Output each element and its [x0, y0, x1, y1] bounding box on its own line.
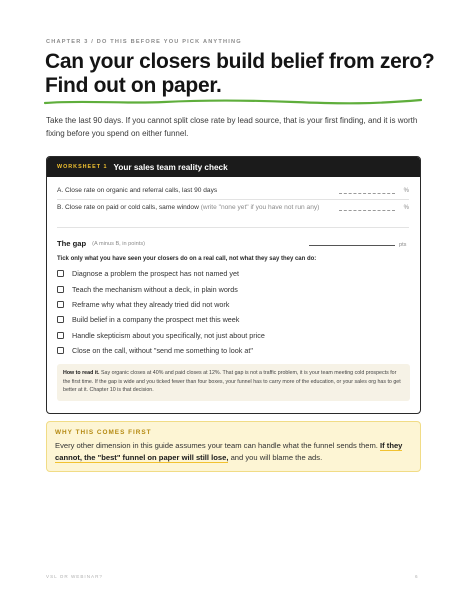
worksheet-header [47, 157, 420, 177]
checkbox[interactable] [57, 286, 64, 293]
gap-row [57, 239, 409, 248]
callout-text-after: and you will blame the ads. [230, 453, 323, 462]
checklist-label: Reframe why what they already tried did not work [72, 299, 230, 309]
howto-label: How to read it. [63, 370, 100, 376]
callout-text [55, 440, 412, 464]
row-divider [57, 227, 409, 228]
callout-text-before: Every other dimension in this guide assumes your team can handle what the funnel sends them. [55, 441, 378, 450]
checklist-intro: Tick only what you have seen your closers do on a real call, not what they say they can do: [57, 256, 317, 262]
skills-checklist [57, 266, 397, 358]
worksheet-row-a [57, 186, 409, 196]
page-title: Can your closers build belief from zero? Find out on paper. [45, 50, 435, 97]
checkbox[interactable] [57, 316, 64, 323]
gap-unit: pts [399, 242, 407, 248]
row-question: A. Close rate on organic and referral calls, last 90 days [57, 187, 218, 194]
worksheet-card [46, 156, 421, 414]
fill-blank[interactable] [339, 210, 395, 211]
row-divider [57, 199, 409, 200]
checkbox[interactable] [57, 301, 64, 308]
how-to-read-box [57, 364, 410, 401]
worksheet-tag: WORKSHEET 1 [57, 164, 108, 170]
callout-label: WHY THIS COMES FIRST [55, 429, 152, 436]
checklist-label: Teach the mechanism without a deck, in plain words [72, 284, 238, 294]
checkbox[interactable] [57, 347, 64, 354]
row-hint: (write "none yet" if you have not run any) [200, 204, 320, 211]
checklist-item[interactable] [57, 343, 397, 358]
checklist-label: Diagnose a problem the prospect has not named yet [72, 269, 240, 279]
page-number: 6 [415, 574, 418, 579]
checkbox[interactable] [57, 332, 64, 339]
intro-paragraph: Take the last 90 days. If you cannot split close rate by lead source, that is your first finding, and it is worth fixing before you spend on either funnel. [46, 116, 418, 138]
fill-blank[interactable] [339, 193, 395, 194]
gap-fill-line[interactable] [309, 245, 395, 246]
row-unit: % [403, 188, 409, 194]
checkbox[interactable] [57, 270, 64, 277]
howto-text: Say organic closes at 40% and paid closes at 12%. That gap is not a traffic problem, it is your team meeting cold prospects for the first time. If the gap is wide and you ticked fewer than four boxes, your funnel has to carry more of the education, or your sales org has to get better at it. Chapter 10 is that decision. [63, 370, 401, 394]
checklist-item[interactable] [57, 312, 397, 327]
worksheet-row-b [57, 203, 409, 213]
chapter-eyebrow: CHAPTER 3 / DO THIS BEFORE YOU PICK ANYTHING [46, 39, 242, 45]
checklist-item[interactable] [57, 266, 397, 281]
squiggle-underline [44, 97, 422, 107]
checklist-item[interactable] [57, 328, 397, 343]
row-unit: % [403, 205, 409, 211]
checklist-label: Close on the call, without "send me something to look at" [72, 346, 253, 356]
checklist-label: Handle skepticism about you specifically, not just about price [72, 330, 265, 340]
footer-doc-title: VSL OR WEBINAR? [46, 574, 103, 579]
callout-highlight: If they cannot, the "best" funnel on paper will still lose, [55, 441, 403, 462]
gap-hint: (A minus B, in points) [92, 241, 145, 247]
gap-label: The gap [57, 239, 87, 248]
checklist-label: Build belief in a company the prospect met this week [72, 315, 240, 325]
checklist-item[interactable] [57, 281, 397, 296]
why-first-callout [46, 421, 421, 472]
worksheet-title: Your sales team reality check [113, 162, 228, 172]
row-question: B. Close rate on paid or cold calls, same window [57, 204, 199, 211]
checklist-item[interactable] [57, 297, 397, 312]
